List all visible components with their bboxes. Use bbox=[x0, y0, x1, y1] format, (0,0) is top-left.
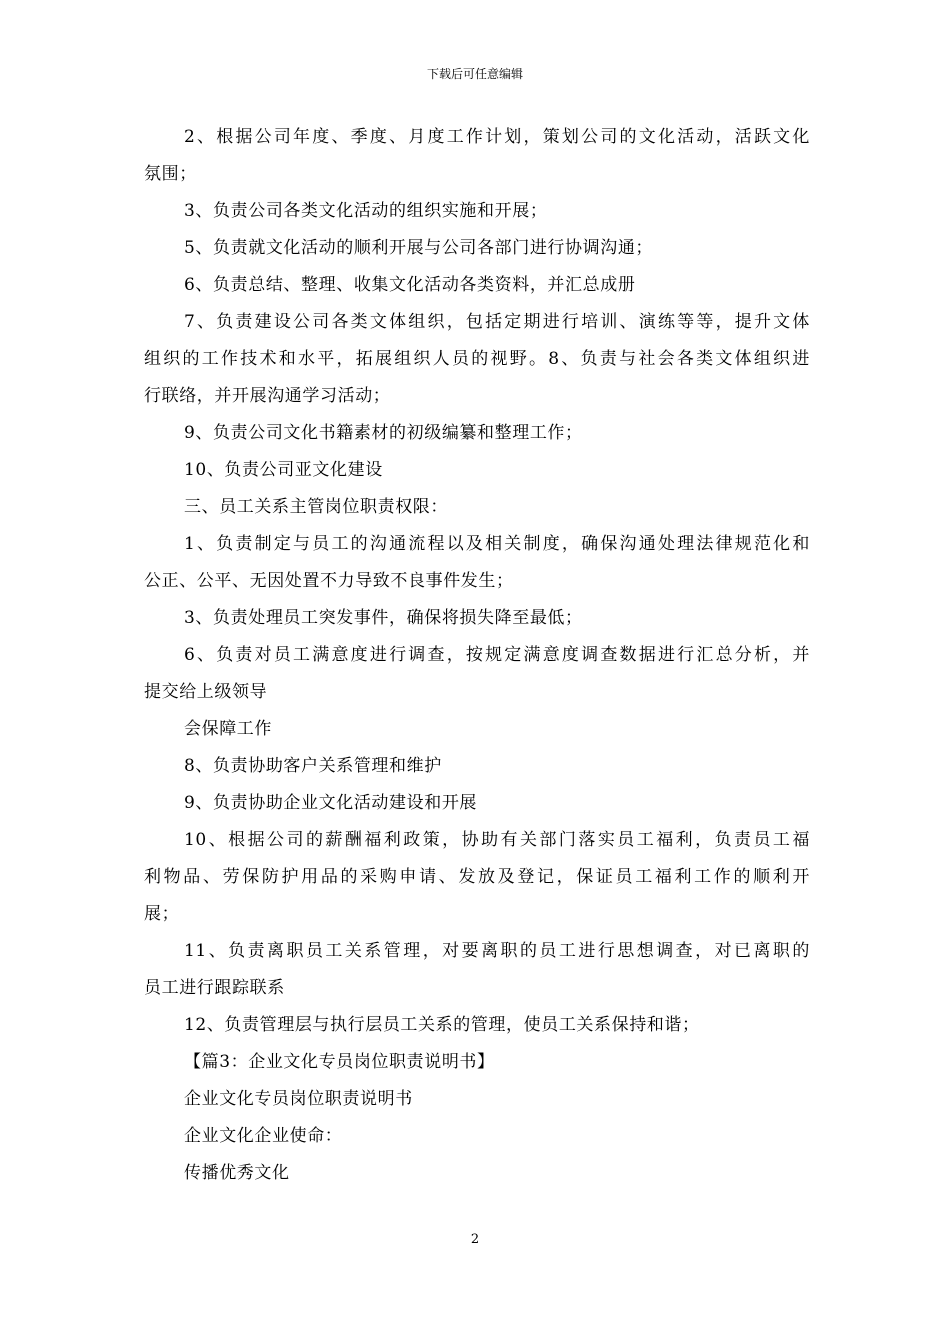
page-header: 下载后可任意编辑 bbox=[426, 67, 523, 81]
paragraph-line: 企业文化企业使命： bbox=[184, 1126, 343, 1146]
paragraph-line: 1、负责制定与员工的沟通流程以及相关制度，确保沟通处理法律规范化和 bbox=[184, 534, 810, 554]
paragraph-line: 9、负责公司文化书籍素材的初级编纂和整理工作； bbox=[184, 423, 583, 443]
paragraph-line: 行联络，并开展沟通学习活动； bbox=[144, 386, 391, 406]
paragraph-line: 提交给上级领导 bbox=[144, 682, 268, 702]
paragraph-line: 展； bbox=[144, 904, 180, 924]
paragraph-line: 公正、公平、无因处置不力导致不良事件发生； bbox=[144, 571, 514, 591]
paragraph-line: 6、负责总结、整理、收集文化活动各类资料，并汇总成册 bbox=[184, 275, 636, 295]
paragraph-line: 氛围； bbox=[144, 164, 197, 184]
paragraph-line: 7、负责建设公司各类文体组织，包括定期进行培训、演练等等，提升文体 bbox=[184, 312, 810, 332]
paragraph-line: 2、根据公司年度、季度、月度工作计划，策划公司的文化活动，活跃文化 bbox=[184, 127, 810, 147]
paragraph-line: 6、负责对员工满意度进行调查，按规定满意度调查数据进行汇总分析，并 bbox=[184, 645, 810, 665]
paragraph-line: 3、负责处理员工突发事件，确保将损失降至最低； bbox=[184, 608, 583, 628]
paragraph-line: 10、根据公司的薪酬福利政策，协助有关部门落实员工福利，负责员工福 bbox=[184, 830, 810, 850]
paragraph-line: 组织的工作技术和水平，拓展组织人员的视野。8、负责与社会各类文体组织进 bbox=[144, 349, 810, 369]
paragraph-line: 8、负责协助客户关系管理和维护 bbox=[184, 756, 442, 776]
paragraph-line: 10、负责公司亚文化建设 bbox=[184, 460, 383, 480]
section-heading: 三、员工关系主管岗位职责权限： bbox=[184, 497, 448, 517]
paragraph-line: 11、负责离职员工关系管理，对要离职的员工进行思想调查，对已离职的 bbox=[184, 941, 810, 961]
paragraph-line: 传播优秀文化 bbox=[184, 1163, 290, 1183]
page-number: 2 bbox=[470, 1232, 480, 1247]
paragraph-line: 3、负责公司各类文化活动的组织实施和开展； bbox=[184, 201, 548, 221]
paragraph-line: 12、负责管理层与执行层员工关系的管理，使员工关系保持和谐； bbox=[184, 1015, 700, 1035]
document-body bbox=[144, 119, 810, 1192]
paragraph-line: 会保障工作 bbox=[184, 719, 272, 739]
paragraph-line: 利物品、劳保防护用品的采购申请、发放及登记，保证员工福利工作的顺利开 bbox=[144, 867, 810, 887]
document-title: 企业文化专员岗位职责说明书 bbox=[184, 1089, 413, 1109]
paragraph-line: 9、负责协助企业文化活动建设和开展 bbox=[184, 793, 478, 813]
section-heading: 【篇3：企业文化专员岗位职责说明书】 bbox=[184, 1052, 495, 1072]
paragraph-line: 员工进行跟踪联系 bbox=[144, 978, 285, 998]
paragraph-line: 5、负责就文化活动的顺利开展与公司各部门进行协调沟通； bbox=[184, 238, 654, 258]
